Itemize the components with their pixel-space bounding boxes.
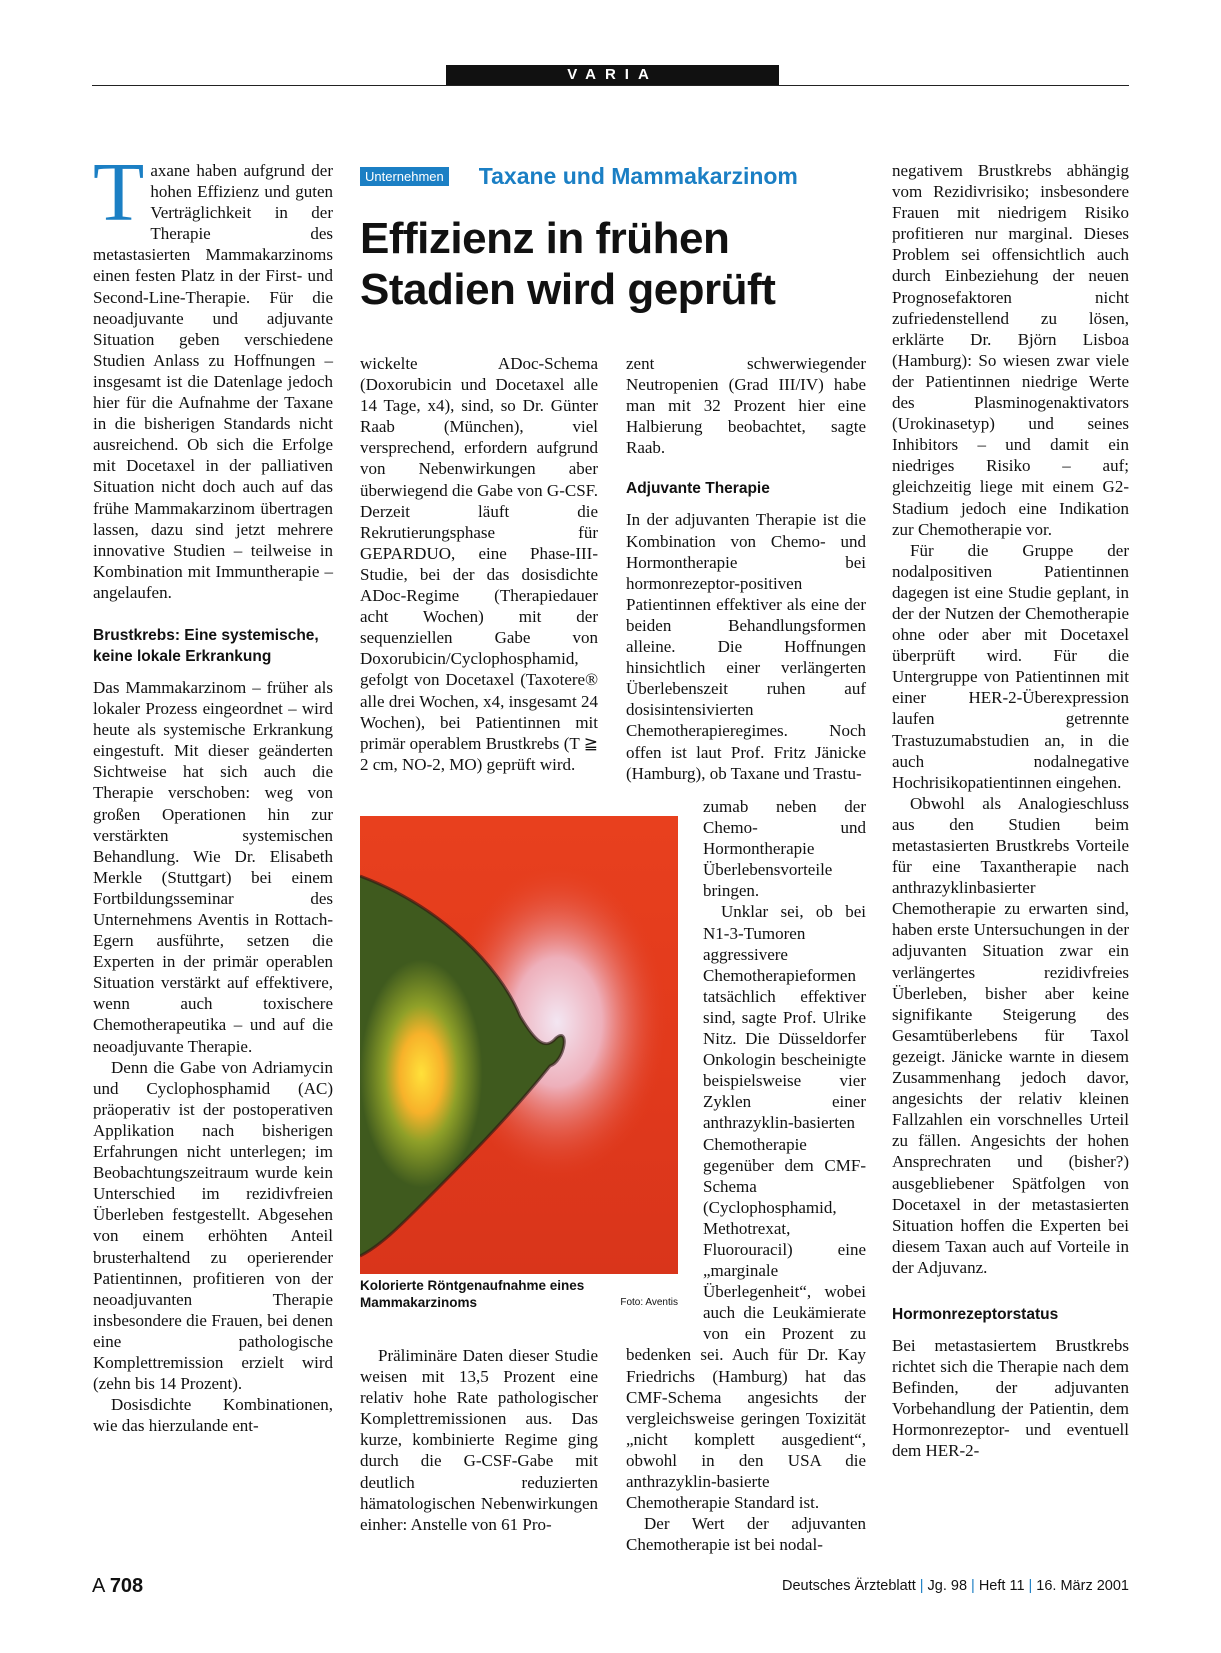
- body-paragraph: Das Mammakarzinom – früher als lokaler Prozess eingeordnet – wird heute als systemische Erkrankung eingestuft. Mit dieser geänderten Sichtweise hat sich auch die Therapie verschoben: weg von großen Operationen hin zur verstärkten systemischen Behandlung. Wie Dr. Elisabeth Merkle (Stuttgart) bei einem Fortbildungsseminar des Unternehmens Aventis in Rottach-Egern ausführte, setzen die Experten in der primär operablen Situation verstärkt auf effektivere, wenn auch toxischere Chemotherapeutika – und auf die neoadjuvante Therapie.: [93, 677, 333, 1056]
- intro-paragraph: [93, 146, 333, 603]
- subheading-brustkrebs: Brustkrebs: Eine systemische, keine lokale Erkrankung: [93, 626, 319, 665]
- separator: |: [919, 1578, 924, 1594]
- body-paragraph: Obwohl als Analogieschluss aus den Studien beim metastasierten Brustkrebs Vorteile für eine Taxantherapie nach anthrazyklinbasierter Chemotherapie zu erwarten sind, haben erste Untersuchungen in der adjuvanten Situation zwar ein verlängertes rezidivfreies Überleben, bisher aber keine signifikante Steigerung des Gesamtüberlebens für Taxol gezeigt. Jänicke warnte in diesem Zusammenhang jedoch davor, angesichts der relativ kleinen Fallzahlen ein vorschnelles Urteil zu fällen. Angesichts der hohen Ansprechraten und (bisher?) ausgebliebener Spätfolgen von Docetaxel in der metastasierten Situation hoffen die Experten bei diesem Taxan auch auf Vorteile in der Adjuvanz.: [892, 793, 1129, 1277]
- body-paragraph: Bei metastasiertem Brustkrebs richtet sich die Therapie nach dem Befinden, der adjuvanten Vorbehandlung der Patientin, dem Hormonrezeptor- und eventuell dem HER-2-: [892, 1335, 1129, 1461]
- column-2-continued: [360, 1345, 598, 1535]
- body-paragraph: In der adjuvanten Therapie ist die Kombination von Chemo- und Hormontherapie bei hormonrezeptor-positiven Patientinnen effektiver als eine der beiden Behandlungsformen alleine. Die Hoffnungen hinsichtlich einer verlängerten Überlebenszeit ruhen auf dosisintensivierten Chemotherapieregimes. Noch offen ist laut Prof. Fritz Jänicke (Hamburg), ob Taxane und Trastu-: [626, 510, 866, 783]
- kicker-title: Taxane und Mammakarzinom: [478, 163, 798, 189]
- body-paragraph: wickelte ADoc-Schema (Doxorubicin und Docetaxel alle 14 Tage, x4), sind, so Dr. Günter Raab (München), viel versprechend, erfordern aufgrund von Nebenwirkungen aber überwiegend die Gabe von G-CSF. Derzeit läuft die Rekrutierungsphase für GEPARDUO, eine Phase-III-Studie, bei der das dosisdichte ADoc-Regime (Therapiedauer acht Wochen) mit der sequenziellen Gabe von Doxorubicin/Cyclophosphamid, gefolgt von Docetaxel (Taxotere® alle drei Wochen, x4, insgesamt 24 Wochen), bei Patientinnen mit primär operablem Brustkrebs (T ≧ 2 cm, NO-2, MO) geprüft wird.: [360, 354, 599, 774]
- separator: |: [1028, 1578, 1033, 1594]
- journal-volume: Jg. 98: [927, 1578, 968, 1594]
- separator: |: [971, 1578, 975, 1594]
- column-4: [892, 160, 1129, 1462]
- figure-wrap-spacer: [626, 796, 703, 1326]
- column-2: [360, 353, 598, 775]
- body-paragraph: negativem Brustkrebs abhängig vom Rezidivrisiko; insbesondere Frauen mit niedrigem Risiko profitieren nur marginal. Dieses Problem sei offensichtlich auch durch Einbeziehung der neuen Prognosefaktoren nicht zufriedenstellend zu lösen, erklärte Dr. Björn Lisboa (Hamburg): So wiesen zwar viele der Patientinnen niedrige Werte des Plasminogenaktivators (Urokinasetyp) und seines Inhibitors – und damit ein niedriges Risiko – auf; gleichzeitig liege mit einem G2-Stadium jedoch eine Indikation zur Chemotherapie vor.: [892, 161, 1129, 539]
- subheading-hormonrezeptorstatus: Hormonrezeptorstatus: [892, 1305, 1059, 1323]
- intro-text: axane haben aufgrund der hohen Effizienz und guten Verträglichkeit in der Therapie des metastasierten Mammakarzinoms einen festen Platz in der First- und Second-Line-Therapie. Für die neoadjuvante und adjuvante Situation geben verschiedene Studien Anlass zu Hoffnungen – insgesamt ist die Datenlage jedoch hier für die Aufnahme der Taxane in die bisherigen Standards nicht ausreichend. Ob sich die Erfolge mit Docetaxel in der palliativen Situation nicht doch auch auf das frühe Mammakarzinom übertragen lassen, dazu sind jetzt mehrere innovative Studien – teilweise in Kombination mit Immuntherapie – angelaufen.: [93, 161, 333, 602]
- drop-cap: T: [93, 146, 145, 239]
- journal-name: Deutsches Ärzteblatt: [781, 1578, 916, 1594]
- column-3-continued: [626, 796, 866, 1555]
- body-paragraph: Präliminäre Daten dieser Studie weisen mit 13,5 Prozent eine relativ hohe Rate pathologischer Komplettremissionen aus. Das kurze, kombinierte Regime ging durch die G-CSF-Gabe mit deutlich reduzierten hämatologischen Nebenwirkungen einher: Anstelle von 61 Pro-: [360, 1346, 598, 1534]
- photo-credit: Foto: Aventis: [620, 1297, 678, 1308]
- body-paragraph: zumab neben der Chemo- und Hormontherapie Überlebensvorteile bringen.: [703, 797, 866, 901]
- journal-info: [782, 1578, 1129, 1594]
- article-kicker: [360, 163, 860, 193]
- body-paragraph: Für die Gruppe der nodalpositiven Patientinnen dagegen ist eine Studie geplant, in der der Nutzen der Chemotherapie ohne oder aber mit Docetaxel überprüft wird. Für die Untergruppe von Patientinnen mit einer HER-2-Überexpression laufen getrennte Trastuzumabstudien an, in die auch nodalnegative Hochrisikopatientinnen eingehen.: [892, 540, 1129, 792]
- journal-date: 16. März 2001: [1036, 1578, 1129, 1594]
- section-label: VARIA: [446, 65, 779, 85]
- body-paragraph: Dosisdichte Kombinationen, wie das hierzulande ent-: [93, 1395, 333, 1436]
- headline-line-2: Stadien wird geprüft: [360, 265, 776, 314]
- page-number: [92, 1575, 143, 1598]
- headline-line-1: Effizienz in frühen: [360, 214, 730, 263]
- body-paragraph: zent schwerwiegender Neutropenien (Grad III/IV) habe man mit 32 Prozent hier eine Halbierung beobachtet, sagte Raab.: [626, 354, 866, 458]
- journal-issue: Heft 11: [978, 1578, 1025, 1594]
- subheading-adjuvante-therapie: Adjuvante Therapie: [626, 480, 770, 498]
- headline: [360, 213, 840, 315]
- caption-text: Kolorierte Röntgenaufnahme eines Mammakarzinoms: [360, 1278, 585, 1310]
- column-1: [93, 146, 333, 1436]
- header-rule: [92, 85, 1129, 86]
- body-paragraph: Der Wert der adjuvanten Chemotherapie ist bei nodal-: [626, 1514, 866, 1555]
- page-prefix: A: [92, 1575, 105, 1597]
- category-tag: Unternehmen: [360, 167, 449, 186]
- body-paragraph: Denn die Gabe von Adriamycin und Cyclophosphamid (AC) präoperativ ist der postoperativen Applikation nach bisherigen Erfahrungen nicht unterlegen; im Beobachtungszeitraum wurde kein Unterschied im rezidivfreien Überleben festgestellt. Abgesehen von einem erhöhten Anteil brusterhaltend zu operierender Patientinnen, profitieren von der neoadjuvanten Therapie insbesondere die Frauen, bei denen eine pathologische Komplettremission erzielt wird (zehn bis 14 Prozent).: [93, 1057, 333, 1394]
- column-3: [626, 353, 866, 784]
- page-number-value: 708: [109, 1575, 144, 1597]
- body-paragraph: Unklar sei, ob bei N1-3-Tumoren aggressivere Chemotherapieformen tatsächlich effektiver sind, sagte Prof. Ulrike Nitz. Die Düsseldorfer Onkologin bescheinigte beispielsweise vier Zyklen einer anthrazyklin-basierten Chemotherapie gegenüber dem CMF-Schema (Cyclophosphamid, Methotrexat, Fluorouracil) eine „marginale Überlegenheit“, wobei auch die Leukämierate von ein Prozent zu bedenken sei. Auch für Dr. Kay Friedrichs (Hamburg) hat das CMF-Schema angesichts der vergleichsweise geringen Toxizität „nicht komplett ausgedient“, obwohl in den USA die anthrazyklin-basierte Chemotherapie Standard ist.: [626, 902, 866, 1513]
